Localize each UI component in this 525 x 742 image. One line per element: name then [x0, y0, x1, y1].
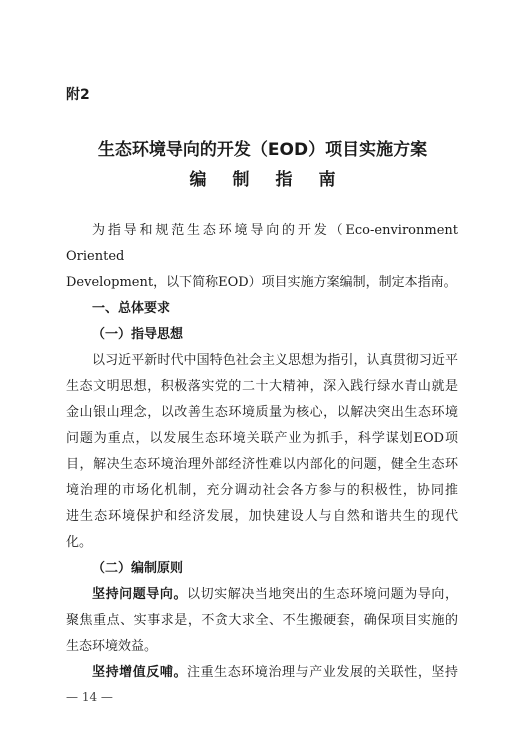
page-number: — 14 — [66, 690, 113, 704]
document-body [66, 218, 458, 686]
paragraph-line: 以习近平新时代中国特色社会主义思想为指引，认真贯彻习近平 [92, 353, 458, 368]
subsection-heading-2: （二）编制原则 [92, 561, 184, 576]
paragraph-line: 金山银山理念，以改善生态环境质量为核心，以解决突出生态环境 [66, 405, 458, 420]
document-title: 生态环境导向的开发（EOD）项目实施方案 [97, 140, 428, 160]
paragraph-line: 问题为重点，以发展生态环境关联产业为抓手，科学谋划EOD项 [66, 431, 458, 446]
intro-line-2: Development，以下简称EOD）项目实施方案编制，制定本指南。 [66, 275, 457, 290]
paragraph-line: 聚焦重点、实事求是，不贪大求全、不生搬硬套，确保项目实施的 [66, 613, 458, 628]
document-subtitle: 编制指南 [189, 170, 362, 190]
intro-line-1: 为指导和规范生态环境导向的开发（Eco-environment Oriented [66, 223, 458, 264]
paragraph-line: 境治理的市场化机制，充分调动社会各方参与的积极性，协同推 [66, 483, 458, 498]
principle-1-line [66, 582, 458, 608]
paragraph-line: 目，解决生态环境治理外部经济性难以内部化的问题，健全生态环 [66, 457, 458, 472]
principle-2-text: 注重生态环境治理与产业发展的关联性，坚持 [187, 665, 458, 680]
principle-2-line [66, 660, 458, 686]
subsection-heading-1: （一）指导思想 [92, 327, 184, 342]
paragraph-line: 进生态环境保护和经济发展，加快建设人与自然和谐共生的现代 [66, 509, 458, 524]
paragraph-line: 生态环境效益。 [66, 639, 158, 654]
attachment-label: 附2 [66, 87, 90, 103]
principle-2-lead: 坚持增值反哺。 [92, 665, 188, 680]
principle-1-text: 以切实解决当地突出的生态环境问题为导向， [187, 587, 458, 602]
section-heading: 一、总体要求 [92, 301, 171, 316]
principle-1-lead: 坚持问题导向。 [92, 587, 188, 602]
paragraph-line: 化。 [66, 535, 93, 550]
paragraph-line: 生态文明思想，积极落实党的二十大精神，深入践行绿水青山就是 [66, 379, 458, 394]
